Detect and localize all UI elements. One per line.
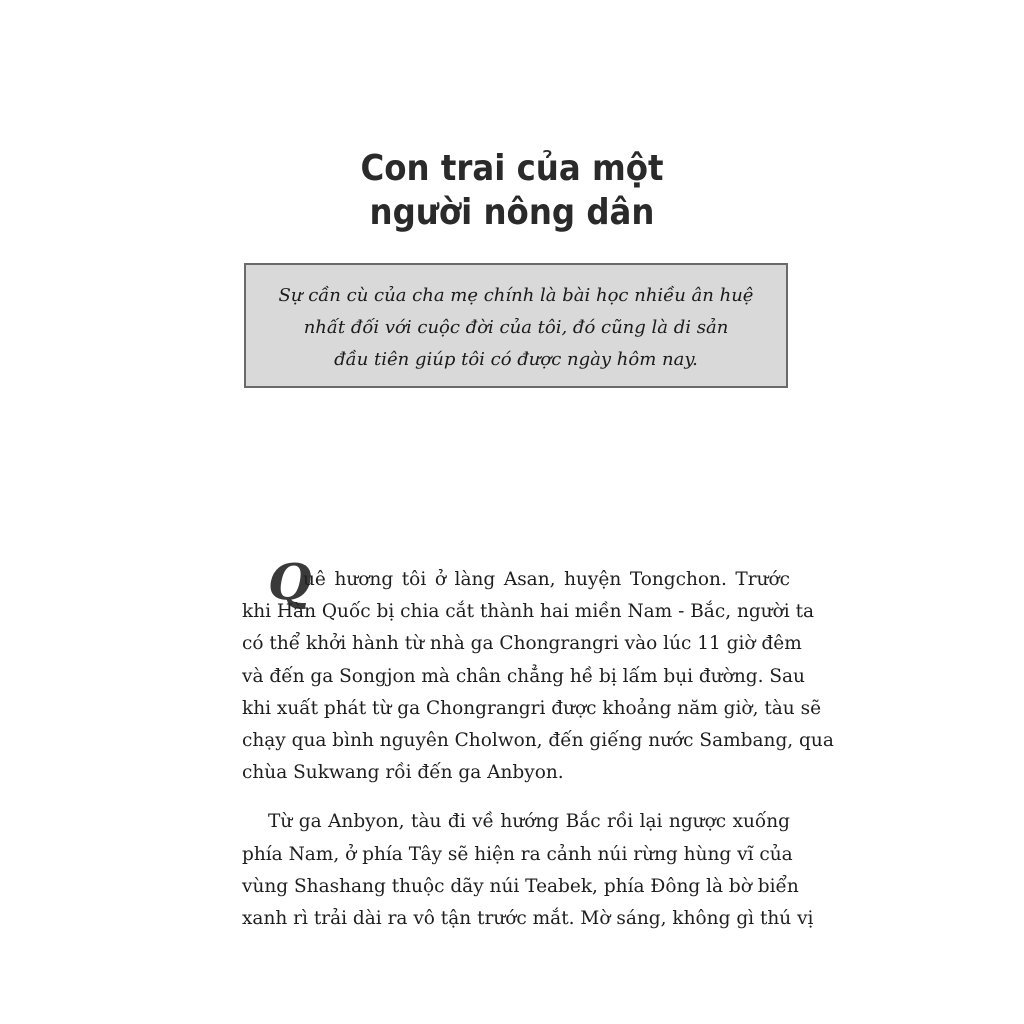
body-line: có thể khởi hành từ nhà ga Chongrangri vào lúc 11 giờ đêm bbox=[242, 633, 802, 654]
body-line: xanh rì trải dài ra vô tận trước mắt. Mờ sáng, không gì thú vị bbox=[242, 908, 814, 929]
drop-cap: Q bbox=[268, 552, 312, 611]
body-line: vùng Shashang thuộc dãy núi Teabek, phía Đông là bờ biển bbox=[242, 876, 799, 897]
chapter-title-line-2: người nông dân bbox=[369, 192, 655, 233]
body-line: và đến ga Songjon mà chân chẳng hề bị lấm bụi đường. Sau bbox=[242, 666, 805, 687]
body-line: chùa Sukwang rồi đến ga Anbyon. bbox=[242, 762, 564, 783]
body-line: chạy qua bình nguyên Cholwon, đến giếng nước Sambang, qua bbox=[242, 730, 834, 751]
body-line: khi xuất phát từ ga Chongrangri được khoảng năm giờ, tàu sẽ bbox=[242, 698, 822, 719]
epigraph-box bbox=[244, 263, 788, 388]
epigraph-line: đầu tiên giúp tôi có được ngày hôm nay. bbox=[334, 349, 698, 370]
chapter-title-line-1: Con trai của một bbox=[360, 148, 664, 189]
body-line: khi Hàn Quốc bị chia cắt thành hai miền Nam - Bắc, người ta bbox=[242, 601, 815, 622]
epigraph-line: nhất đối với cuộc đời của tôi, đó cũng là di sản bbox=[303, 317, 729, 338]
body-line: uê hương tôi ở làng Asan, huyện Tongchon. Trước bbox=[303, 569, 790, 590]
epigraph-line: Sự cần cù của cha mẹ chính là bài học nhiều ân huệ bbox=[278, 285, 754, 306]
body-line: Từ ga Anbyon, tàu đi về hướng Bắc rồi lại ngược xuống bbox=[268, 811, 790, 832]
body-line: phía Nam, ở phía Tây sẽ hiện ra cảnh núi rừng hùng vĩ của bbox=[242, 844, 793, 865]
